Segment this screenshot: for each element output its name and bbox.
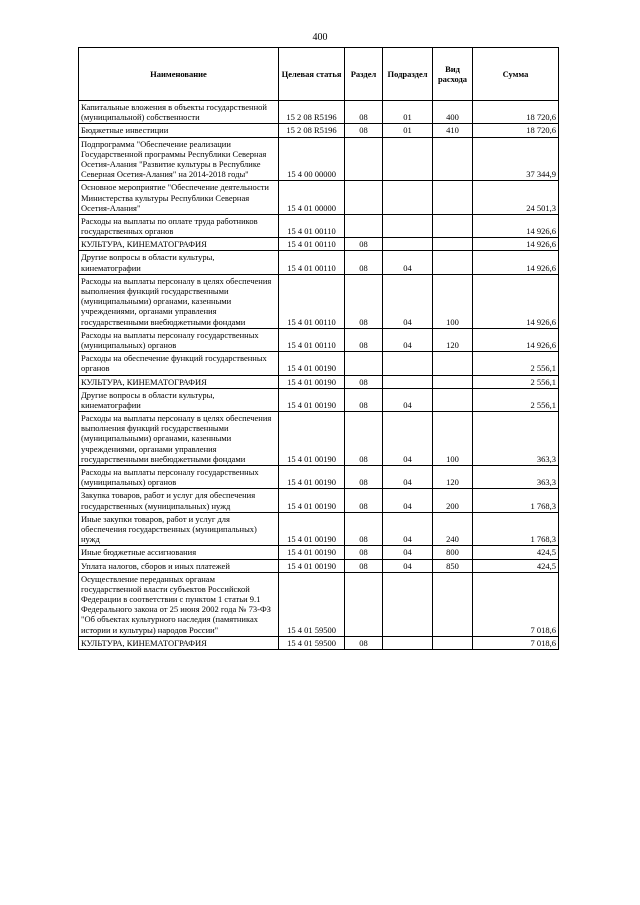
cell-article: 15 4 01 59500 (279, 636, 345, 649)
cell-expense-type: 850 (433, 559, 473, 572)
cell-section: 08 (345, 101, 383, 124)
cell-expense-type (433, 375, 473, 388)
cell-article: 15 4 01 00190 (279, 489, 345, 512)
cell-expense-type (433, 636, 473, 649)
cell-section: 08 (345, 251, 383, 274)
cell-name: КУЛЬТУРА, КИНЕМАТОГРАФИЯ (79, 375, 279, 388)
cell-section: 08 (345, 546, 383, 559)
cell-subsection (383, 572, 433, 636)
header-section: Раздел (345, 48, 383, 101)
cell-section: 08 (345, 636, 383, 649)
cell-article: 15 4 01 00190 (279, 352, 345, 375)
table-row (79, 137, 559, 181)
cell-expense-type: 410 (433, 124, 473, 137)
table-row (79, 238, 559, 251)
cell-subsection: 04 (383, 388, 433, 411)
cell-expense-type (433, 238, 473, 251)
cell-sum: 424,5 (473, 559, 559, 572)
cell-subsection: 04 (383, 328, 433, 351)
cell-subsection (383, 137, 433, 181)
cell-expense-type (433, 137, 473, 181)
cell-expense-type (433, 251, 473, 274)
cell-subsection (383, 214, 433, 237)
cell-sum: 2 556,1 (473, 375, 559, 388)
cell-sum: 363,3 (473, 466, 559, 489)
cell-subsection: 04 (383, 466, 433, 489)
cell-expense-type: 120 (433, 466, 473, 489)
cell-name: Расходы на выплаты по оплате труда работников государственных органов (79, 214, 279, 237)
cell-subsection: 04 (383, 546, 433, 559)
cell-expense-type (433, 181, 473, 215)
table-row (79, 101, 559, 124)
budget-table (78, 47, 559, 650)
cell-expense-type: 240 (433, 512, 473, 546)
table-row (79, 375, 559, 388)
cell-section: 08 (345, 274, 383, 328)
cell-section (345, 572, 383, 636)
cell-article: 15 4 01 00110 (279, 328, 345, 351)
table-body (79, 101, 559, 650)
cell-expense-type (433, 214, 473, 237)
table-row (79, 466, 559, 489)
table-row (79, 274, 559, 328)
cell-name: КУЛЬТУРА, КИНЕМАТОГРАФИЯ (79, 238, 279, 251)
cell-article: 15 4 01 00190 (279, 412, 345, 466)
cell-subsection (383, 181, 433, 215)
header-name: Наименование (79, 48, 279, 101)
cell-section: 08 (345, 328, 383, 351)
cell-article: 15 4 01 00190 (279, 512, 345, 546)
cell-sum: 37 344,9 (473, 137, 559, 181)
cell-subsection: 04 (383, 512, 433, 546)
cell-article: 15 4 01 00110 (279, 251, 345, 274)
cell-subsection: 04 (383, 412, 433, 466)
table-row (79, 181, 559, 215)
cell-name: Расходы на выплаты персоналу государственных (муниципальных) органов (79, 466, 279, 489)
table-row (79, 388, 559, 411)
header-article: Целевая статья (279, 48, 345, 101)
table-row (79, 251, 559, 274)
header-expense-type: Вид расхода (433, 48, 473, 101)
cell-subsection (383, 238, 433, 251)
cell-subsection: 04 (383, 274, 433, 328)
cell-name: Другие вопросы в области культуры, кинематографии (79, 388, 279, 411)
cell-section: 08 (345, 388, 383, 411)
cell-section (345, 137, 383, 181)
table-row (79, 636, 559, 649)
table-row (79, 559, 559, 572)
cell-sum: 7 018,6 (473, 636, 559, 649)
cell-article: 15 4 01 00190 (279, 546, 345, 559)
cell-expense-type: 100 (433, 412, 473, 466)
cell-subsection: 04 (383, 559, 433, 572)
cell-article: 15 4 01 00110 (279, 238, 345, 251)
cell-name: Закупка товаров, работ и услуг для обеспечения государственных (муниципальных) нужд (79, 489, 279, 512)
table-row (79, 489, 559, 512)
cell-section (345, 352, 383, 375)
cell-sum: 14 926,6 (473, 328, 559, 351)
cell-name: Иные закупки товаров, работ и услуг для обеспечения государственных (муниципальных) нужд (79, 512, 279, 546)
table-row (79, 352, 559, 375)
cell-article: 15 4 01 59500 (279, 572, 345, 636)
cell-sum: 363,3 (473, 412, 559, 466)
cell-sum: 424,5 (473, 546, 559, 559)
cell-section (345, 214, 383, 237)
cell-expense-type (433, 352, 473, 375)
cell-name: Расходы на обеспечение функций государственных органов (79, 352, 279, 375)
cell-section (345, 181, 383, 215)
cell-section: 08 (345, 489, 383, 512)
cell-section: 08 (345, 466, 383, 489)
cell-sum: 14 926,6 (473, 238, 559, 251)
cell-sum: 14 926,6 (473, 214, 559, 237)
cell-section: 08 (345, 559, 383, 572)
cell-expense-type: 400 (433, 101, 473, 124)
cell-section: 08 (345, 124, 383, 137)
table-row (79, 124, 559, 137)
cell-article: 15 2 08 R5196 (279, 124, 345, 137)
cell-expense-type: 100 (433, 274, 473, 328)
cell-expense-type: 800 (433, 546, 473, 559)
cell-name: Расходы на выплаты персоналу в целях обеспечения выполнения функций государственными (муниципальными) органами, казенными учреждениями, органами управления государственными внебюджетными фондами (79, 412, 279, 466)
cell-article: 15 4 01 00000 (279, 181, 345, 215)
cell-expense-type (433, 388, 473, 411)
cell-name: Осуществление переданных органам государственной власти субъектов Российской Федерации в соответствии с пунктом 1 статьи 9.1 Федерального закона от 25 июня 2002 года № 73-ФЗ "Об объектах культурного наследия (памятниках истории и культуры) народов России" (79, 572, 279, 636)
cell-article: 15 4 01 00190 (279, 388, 345, 411)
cell-sum: 1 768,3 (473, 489, 559, 512)
cell-subsection: 01 (383, 124, 433, 137)
cell-article: 15 4 00 00000 (279, 137, 345, 181)
header-subsection: Подраздел (383, 48, 433, 101)
cell-name: КУЛЬТУРА, КИНЕМАТОГРАФИЯ (79, 636, 279, 649)
cell-name: Бюджетные инвестиции (79, 124, 279, 137)
cell-name: Расходы на выплаты персоналу в целях обеспечения выполнения функций государственными (муниципальными) органами, казенными учреждениями, органами управления государственными внебюджетными фондами (79, 274, 279, 328)
cell-section: 08 (345, 412, 383, 466)
cell-name: Основное мероприятие "Обеспечение деятельности Министерства культуры Республики Северная Осетия-Алания" (79, 181, 279, 215)
cell-section: 08 (345, 512, 383, 546)
cell-sum: 1 768,3 (473, 512, 559, 546)
cell-subsection: 04 (383, 489, 433, 512)
cell-expense-type (433, 572, 473, 636)
cell-sum: 14 926,6 (473, 274, 559, 328)
cell-article: 15 4 01 00110 (279, 274, 345, 328)
cell-sum: 7 018,6 (473, 572, 559, 636)
table-row (79, 546, 559, 559)
table-row (79, 412, 559, 466)
cell-name: Другие вопросы в области культуры, кинематографии (79, 251, 279, 274)
cell-sum: 18 720,6 (473, 124, 559, 137)
header-sum: Сумма (473, 48, 559, 101)
cell-section: 08 (345, 375, 383, 388)
cell-subsection (383, 375, 433, 388)
cell-sum: 2 556,1 (473, 388, 559, 411)
cell-sum: 24 501,3 (473, 181, 559, 215)
table-row (79, 572, 559, 636)
cell-sum: 14 926,6 (473, 251, 559, 274)
cell-sum: 18 720,6 (473, 101, 559, 124)
cell-name: Подпрограмма "Обеспечение реализации Государственной программы Республики Северная Осетия-Алания "Развитие культуры в Республике Северная Осетия-Алания" на 2014-2018 годы" (79, 137, 279, 181)
cell-name: Уплата налогов, сборов и иных платежей (79, 559, 279, 572)
cell-section: 08 (345, 238, 383, 251)
cell-subsection (383, 352, 433, 375)
cell-subsection: 01 (383, 101, 433, 124)
cell-article: 15 2 08 R5196 (279, 101, 345, 124)
cell-subsection: 04 (383, 251, 433, 274)
cell-article: 15 4 01 00110 (279, 214, 345, 237)
table-row (79, 214, 559, 237)
cell-name: Расходы на выплаты персоналу государственных (муниципальных) органов (79, 328, 279, 351)
cell-expense-type: 120 (433, 328, 473, 351)
page-number: 400 (312, 32, 328, 43)
cell-subsection (383, 636, 433, 649)
table-row (79, 512, 559, 546)
table-row (79, 328, 559, 351)
cell-expense-type: 200 (433, 489, 473, 512)
cell-name: Иные бюджетные ассигнования (79, 546, 279, 559)
cell-sum: 2 556,1 (473, 352, 559, 375)
table-header-row (79, 48, 559, 101)
cell-article: 15 4 01 00190 (279, 375, 345, 388)
cell-name: Капитальные вложения в объекты государственной (муниципальной) собственности (79, 101, 279, 124)
cell-article: 15 4 01 00190 (279, 559, 345, 572)
cell-article: 15 4 01 00190 (279, 466, 345, 489)
